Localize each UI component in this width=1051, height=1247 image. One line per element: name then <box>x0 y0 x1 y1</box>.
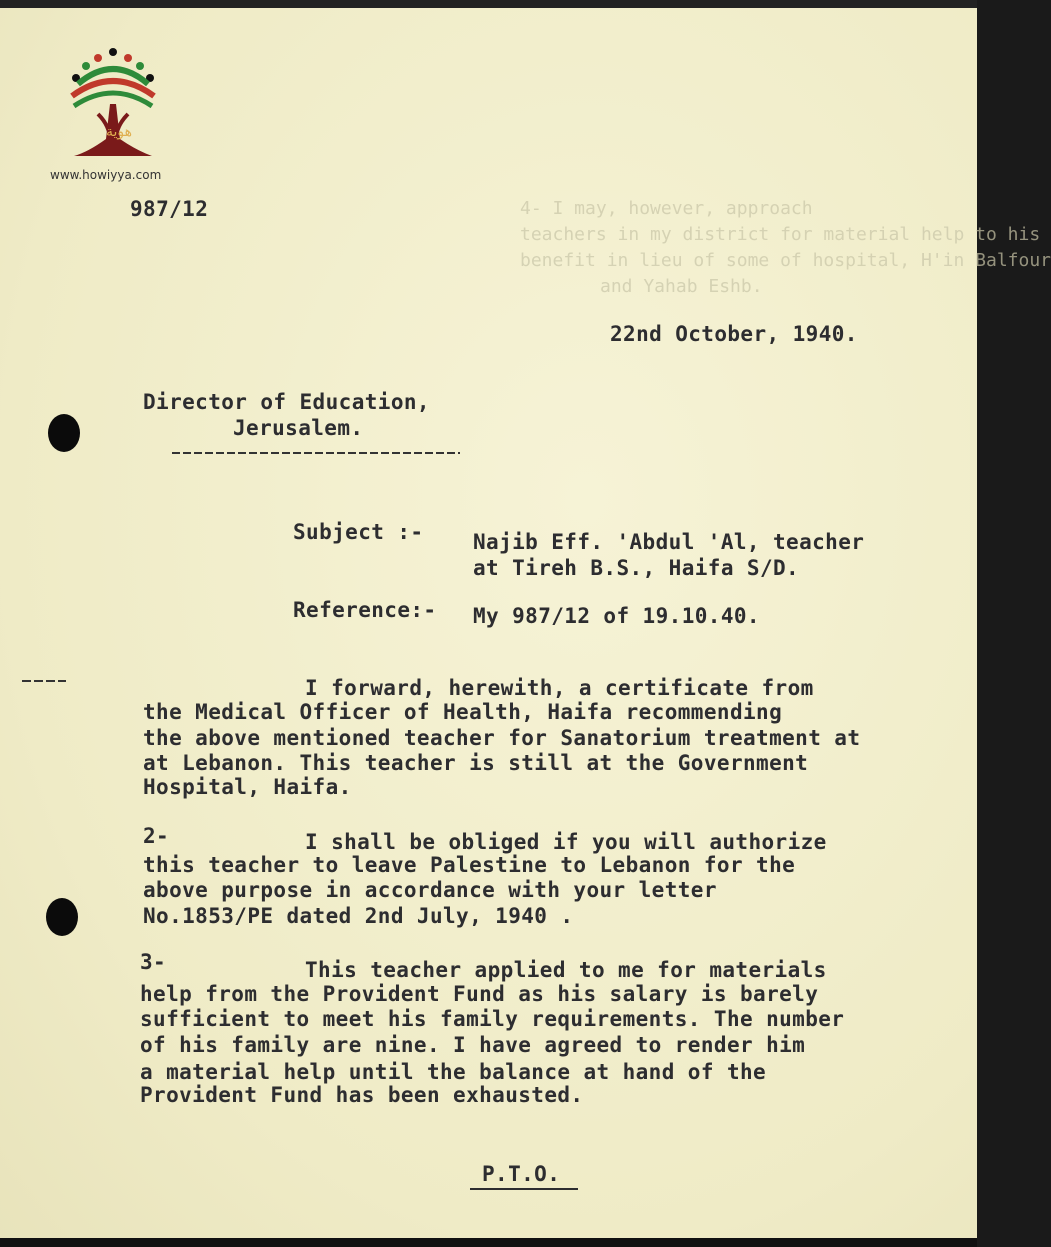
file-reference: 987/12 <box>130 197 209 221</box>
para3-line: sufficient to meet his family requirements. The number <box>140 1007 845 1031</box>
para1-line: Hospital, Haifa. <box>143 775 352 799</box>
addressee-city: Jerusalem. <box>233 416 364 440</box>
bleed-through-line: and Yahab Eshb. <box>600 276 763 297</box>
addressee-title: Director of Education, <box>143 390 430 414</box>
para2-line: I shall be obliged if you will authorize <box>305 830 827 854</box>
para2-line: this teacher to leave Palestine to Lebanon for the <box>143 853 796 877</box>
para2-number: 2- <box>143 824 170 848</box>
punch-hole <box>48 414 80 452</box>
subject-label: Subject :- <box>293 520 424 544</box>
please-turn-over: P.T.O. <box>470 1162 578 1190</box>
addressee-underline <box>172 452 460 454</box>
para3-line: of his family are nine. I have agreed to render him <box>140 1033 806 1057</box>
para3-line: Provident Fund has been exhausted. <box>140 1083 584 1107</box>
para3-number: 3- <box>140 950 167 974</box>
scan-bottom-border <box>0 1238 977 1247</box>
para3-line: a material help until the balance at hand of the <box>140 1060 767 1084</box>
bleed-through-line: 4- I may, however, approach <box>520 198 813 219</box>
subject-line1: Najib Eff. 'Abdul 'Al, teacher <box>473 530 865 554</box>
margin-mark <box>22 680 66 682</box>
para1-line: the Medical Officer of Health, Haifa recommending <box>143 700 783 724</box>
punch-hole <box>46 898 78 936</box>
reference-label: Reference:- <box>293 598 437 622</box>
para2-line: above purpose in accordance with your letter <box>143 878 717 902</box>
reference-text: My 987/12 of 19.10.40. <box>473 604 760 628</box>
subject-line2: at Tireh B.S., Haifa S/D. <box>473 556 800 580</box>
para1-line: the above mentioned teacher for Sanatorium treatment at <box>143 726 861 750</box>
para1-line: at Lebanon. This teacher is still at the Government <box>143 751 809 775</box>
letter-date: 22nd October, 1940. <box>610 322 858 346</box>
bleed-through-line: teachers in my district for material help to his <box>520 224 1041 245</box>
para3-line: This teacher applied to me for materials <box>305 958 827 982</box>
howiyya-logo-icon <box>48 44 178 184</box>
scan-top-border <box>0 0 977 8</box>
para2-line: No.1853/PE dated 2nd July, 1940 . <box>143 904 574 928</box>
para1-line: I forward, herewith, a certificate from <box>305 676 814 700</box>
logo-url: www.howiyya.com <box>50 168 162 182</box>
bleed-through-line: benefit in lieu of some of hospital, H'in Balfour <box>520 250 1051 271</box>
para3-line: help from the Provident Fund as his salary is barely <box>140 982 819 1006</box>
logo-arabic-text: هوية <box>106 124 133 140</box>
